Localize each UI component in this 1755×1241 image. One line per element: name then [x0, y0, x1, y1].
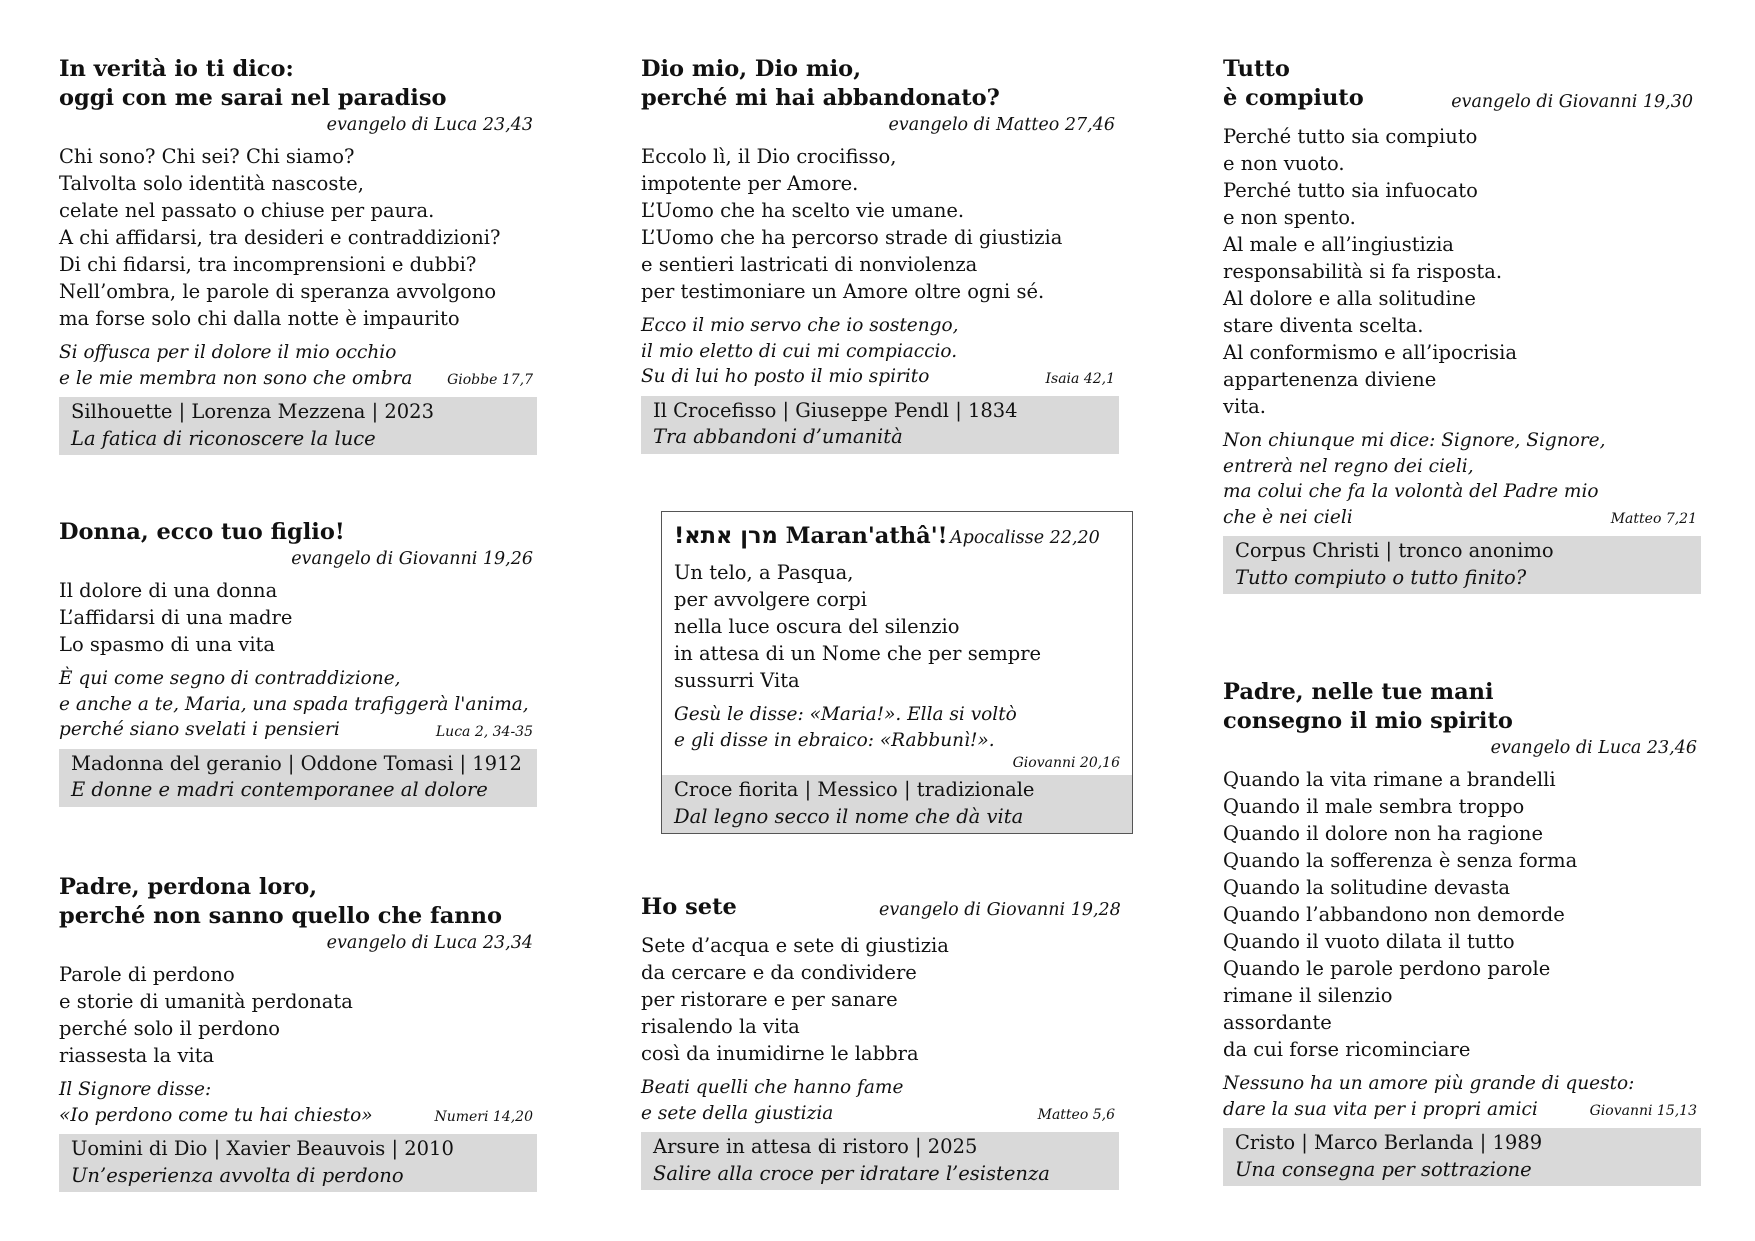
artwork-caption — [662, 775, 1132, 833]
meditation-text: Perché tutto sia compiuto e non vuoto. Perché tutto sia infuocato e non spento. Al male e all’ingiustizia responsabilità si fa risposta. Al dolore e alla solitudine stare diventa scelta. Al conformismo e all’ipocrisia appartenenza diviene vita. — [1223, 125, 1518, 418]
artwork-title: Uomini di Dio | Xavier Beauvois | 2010 — [71, 1137, 454, 1160]
quote-reference: Giovanni 20,16 — [1012, 755, 1120, 771]
scripture-quote: Nessuno ha un amore più grande di questo: dare la sua vita per i propri amici Giovanni 15,13 — [1223, 1073, 1697, 1120]
artwork-subtitle: La fatica di riconoscere la luce — [71, 426, 376, 450]
quote-reference: Luca 2, 34-35 — [435, 723, 533, 740]
artwork-caption — [1223, 536, 1701, 594]
artwork-title: Croce fiorita | Messico | tradizionale — [674, 778, 1035, 801]
meditation-text: Parole di perdono e storie di umanità perdonata perché solo il perdono riassesta la vita — [59, 963, 353, 1067]
scripture-quote: Si offusca per il dolore il mio occhio e le mie membra non sono che ombra Giobbe 17,7 — [59, 342, 533, 389]
section-maranatha-box — [661, 511, 1133, 834]
gospel-source: evangelo di Matteo 27,46 — [888, 115, 1115, 135]
artwork-title: Silhouette | Lorenza Mezzena | 2023 — [71, 400, 434, 423]
scripture-quote: Il Signore disse: «Io perdono come tu hai chiesto» Numeri 14,20 — [59, 1079, 533, 1126]
latin-title: Maran'athâ'! — [785, 523, 948, 549]
meditation-text: Quando la vita rimane a brandelli Quando il male sembra troppo Quando il dolore non ha ragione Quando la sofferenza è senza forma Quando la solitudine devasta Quando l’abbandono non demorde Quando il vuoto dilata il tutto Quando le parole perdono parole rimane il silenzio assordante da cui forse ricominciare — [1223, 768, 1578, 1061]
artwork-title: Corpus Christi | tronco anonimo — [1235, 539, 1554, 562]
gospel-source: evangelo di Giovanni 19,26 — [291, 549, 533, 569]
section-donna — [59, 518, 537, 807]
artwork-subtitle: Dal legno secco il nome che dà vita — [674, 804, 1024, 828]
gospel-source: evangelo di Luca 23,46 — [1490, 738, 1697, 758]
scripture-quote: Beati quelli che hanno fame e sete della giustizia Matteo 5,6 — [641, 1077, 1115, 1124]
hebrew-title: מרן אתא! — [674, 523, 778, 549]
section-compiuto — [1223, 55, 1701, 594]
artwork-subtitle: E donne e madri contemporanee al dolore — [71, 778, 488, 801]
gospel-source: evangelo di Giovanni 19,28 — [879, 900, 1121, 920]
gospel-source: evangelo di Luca 23,34 — [326, 933, 533, 953]
scripture-quote: Non chiunque mi dice: Signore, Signore, entrerà nel regno dei cieli, ma colui che fa la volontà del Padre mio che è nei cieli Matteo 7,21 — [1223, 430, 1697, 528]
section-perdona — [59, 873, 537, 1192]
artwork-subtitle: Un’esperienza avvolta di perdono — [71, 1163, 404, 1187]
section-title — [674, 522, 1120, 551]
quote-reference: Matteo 5,6 — [1037, 1107, 1115, 1123]
gospel-source: evangelo di Luca 23,43 — [326, 115, 533, 135]
scripture-quote: Gesù le disse: «Maria!». Ella si voltò e gli disse in ebraico: «Rabbunì!». — [674, 704, 1017, 751]
section-title: Dio mio, Dio mio, perché mi hai abbandonato? — [641, 56, 1000, 111]
artwork-caption — [1223, 1128, 1701, 1186]
section-title: Tutto è compiuto evangelo di Giovanni 19,30 — [1223, 55, 1701, 113]
section-title: Ho sete evangelo di Giovanni 19,28 — [641, 893, 1119, 922]
artwork-subtitle: Salire alla croce per idratare l’esistenza — [653, 1161, 1050, 1185]
artwork-title: Madonna del geranio | Oddone Tomasi | 1912 — [71, 751, 522, 775]
section-consegno — [1223, 678, 1701, 1186]
meditation-text: Un telo, a Pasqua, per avvolgere corpi nella luce oscura del silenzio in attesa di un Nome che per sempre sussurri Vita — [674, 561, 1042, 692]
gospel-source: evangelo di Giovanni 19,30 — [1451, 92, 1693, 112]
quote-reference: Numeri 14,20 — [434, 1109, 533, 1125]
section-title: In verità io ti dico: oggi con me sarai nel paradiso — [59, 56, 447, 111]
artwork-title: Il Crocefisso | Giuseppe Pendl | 1834 — [653, 398, 1018, 422]
section-abbandonato — [641, 55, 1119, 454]
artwork-title: Cristo | Marco Berlanda | 1989 — [1235, 1131, 1543, 1154]
section-title: Donna, ecco tuo figlio! — [59, 519, 345, 545]
artwork-caption — [59, 749, 537, 807]
artwork-subtitle: Una consegna per sottrazione — [1235, 1157, 1532, 1181]
meditation-text: Sete d’acqua e sete di giustizia da cercare e da condividere per ristorare e per sanare risalendo la vita così da inumidirne le labbra — [641, 934, 949, 1065]
artwork-caption — [641, 1132, 1119, 1190]
apocalypse-source: Apocalisse 22,20 — [950, 528, 1100, 548]
quote-reference: Giobbe 17,7 — [447, 372, 533, 388]
artwork-caption — [59, 397, 537, 455]
artwork-subtitle: Tutto compiuto o tutto finito? — [1235, 565, 1527, 589]
section-title: Padre, perdona loro, perché non sanno quello che fanno — [59, 874, 503, 929]
artwork-caption — [59, 1134, 537, 1192]
scripture-quote: Ecco il mio servo che io sostengo, il mio eletto di cui mi compiaccio. Su di lui ho posto il mio spirito Isaia 42,1 — [641, 315, 1115, 387]
section-title: Padre, nelle tue mani consegno il mio spirito — [1223, 679, 1513, 734]
artwork-title: Arsure in attesa di ristoro | 2025 — [653, 1135, 978, 1158]
quote-reference: Giovanni 15,13 — [1589, 1103, 1697, 1119]
meditation-text: Chi sono? Chi sei? Chi siamo? Talvolta solo identità nascoste, celate nel passato o chiuse per paura. A chi affidarsi, tra desideri e contraddizioni? Di chi fidarsi, tra incomprensioni e dubbi? Nell’ombra, le parole di speranza avvolgono ma forse solo chi dalla notte è impaurito — [59, 145, 501, 330]
quote-reference: Matteo 7,21 — [1610, 511, 1697, 527]
artwork-caption — [641, 396, 1119, 454]
meditation-text: Eccolo lì, il Dio crocifisso, impotente per Amore. L’Uomo che ha scelto vie umane. L’Uomo che ha percorso strade di giustizia e sentieri lastricati di nonviolenza per testimoniare un Amore oltre ogni sé. — [641, 145, 1063, 303]
section-ho-sete — [641, 893, 1119, 1190]
meditation-text: Il dolore di una donna L’affidarsi di una madre Lo spasmo di una vita — [59, 579, 293, 656]
section-paradiso — [59, 55, 537, 455]
quote-reference: Isaia 42,1 — [1045, 370, 1115, 387]
artwork-subtitle: Tra abbandoni d’umanità — [653, 425, 903, 448]
scripture-quote: È qui come segno di contraddizione, e anche a te, Maria, una spada trafiggerà l'anima, perché siano svelati i pensieri Luca 2, 34-35 — [59, 668, 533, 740]
